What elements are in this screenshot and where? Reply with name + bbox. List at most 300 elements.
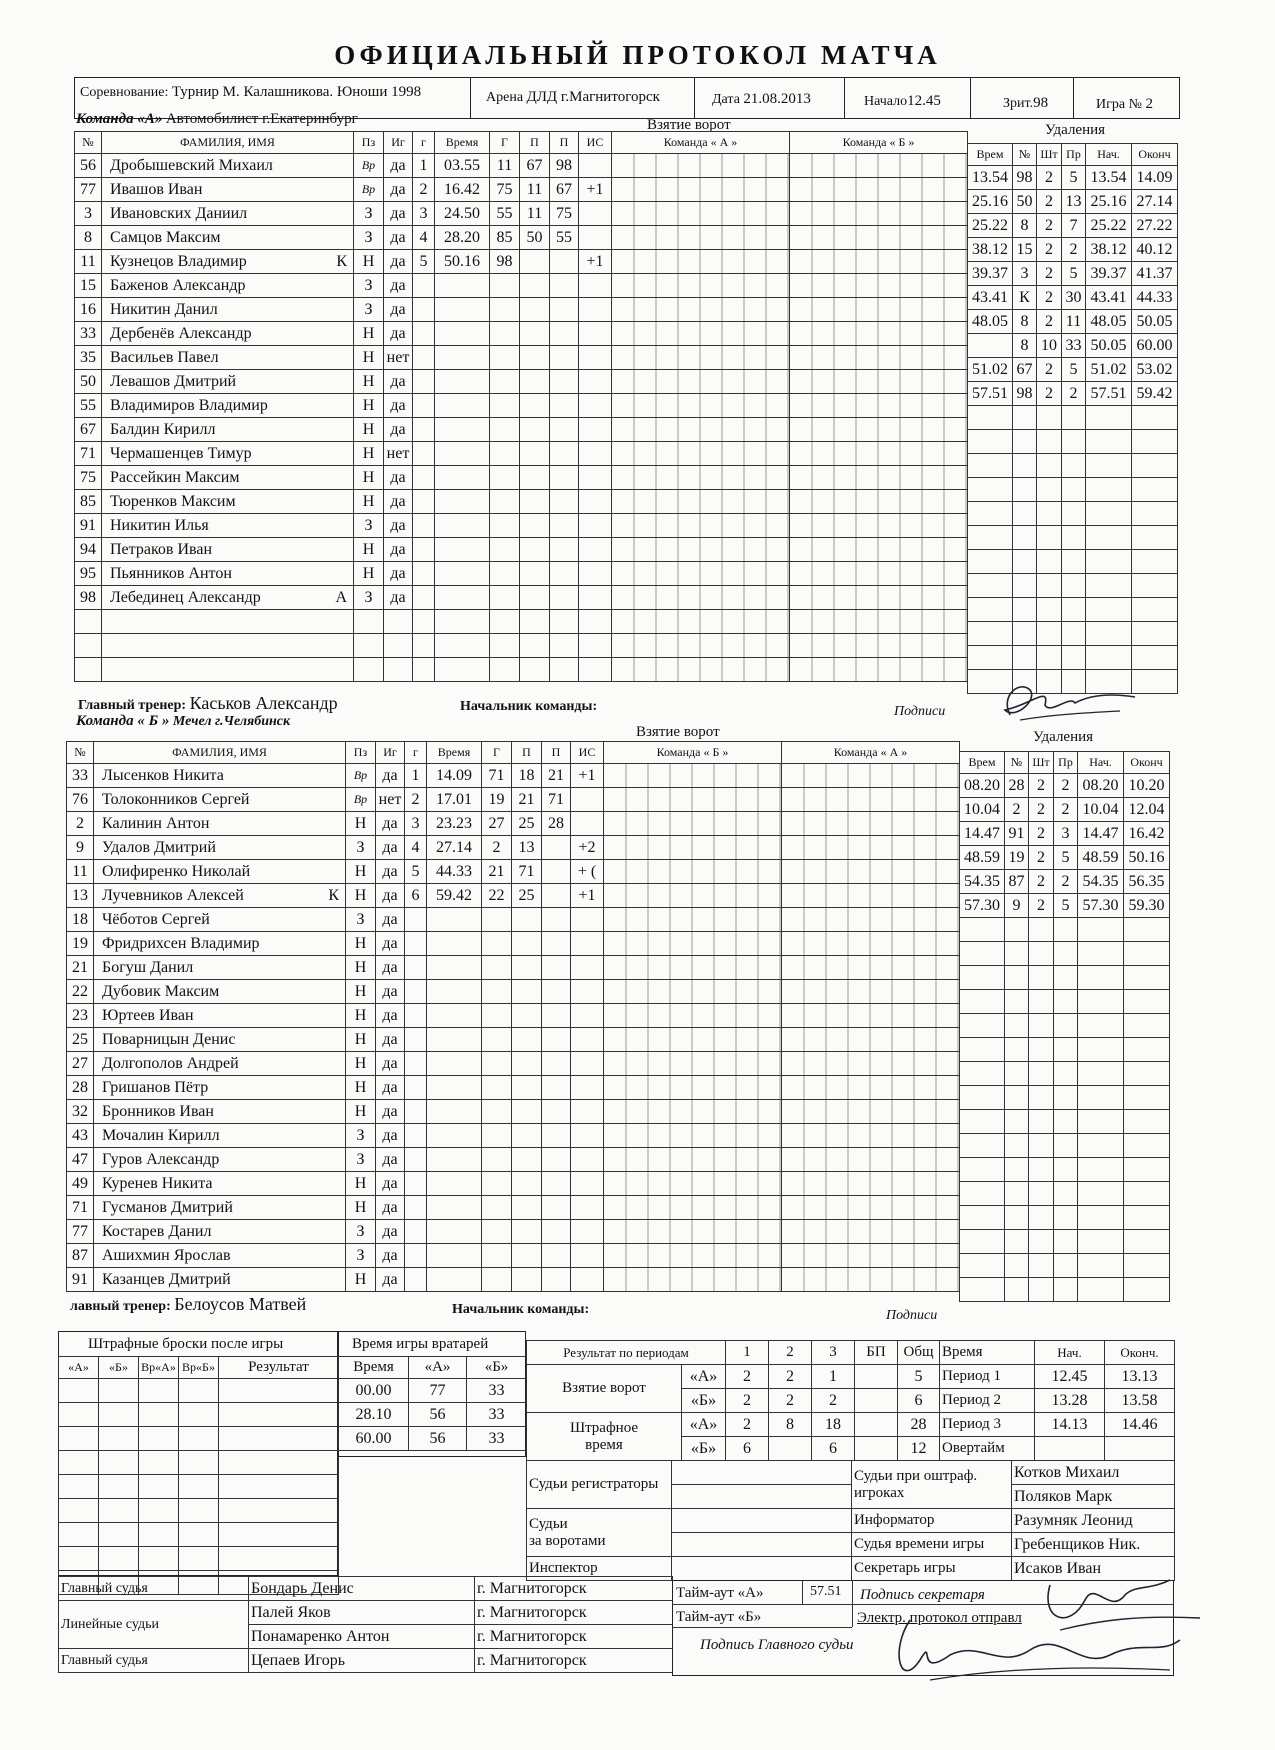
lineup-cell — [612, 370, 790, 394]
player-name-text: Дробышевский Михаил — [110, 156, 273, 174]
empty-cell — [1029, 1206, 1054, 1230]
col-assist1-header: П — [520, 132, 550, 154]
empty-cell — [1124, 1086, 1170, 1110]
player-name — [102, 322, 354, 346]
player-position: Н — [354, 562, 384, 586]
player-name-text: Мочалин Кирилл — [102, 1126, 220, 1144]
empty-cell — [1005, 1230, 1029, 1254]
empty-cell — [482, 908, 512, 932]
empty-cell — [1086, 646, 1132, 670]
lineup-cell — [790, 178, 968, 202]
penalty-end: 40.12 — [1132, 238, 1178, 262]
player-name — [94, 1220, 346, 1244]
col-scorer-header: Г — [482, 742, 512, 764]
player-position: Н — [346, 956, 376, 980]
player-played: нет — [384, 442, 413, 466]
lineup-cell — [790, 346, 968, 370]
goalie-col-header: «А» — [409, 1357, 467, 1379]
goal-assist-2: 71 — [542, 788, 571, 812]
player-number: 11 — [67, 860, 94, 884]
shootout-row — [59, 1523, 339, 1547]
empty-cell — [960, 1062, 1005, 1086]
results-value — [855, 1389, 898, 1413]
penalty-row-empty — [960, 1086, 1170, 1110]
player-position: Н — [354, 250, 384, 274]
player-name — [94, 812, 346, 836]
goal-time: 27.14 — [427, 836, 482, 860]
empty-cell — [435, 274, 490, 298]
empty-cell — [413, 298, 435, 322]
period-start: 12.45 — [1035, 1365, 1105, 1389]
empty-cell — [968, 550, 1013, 574]
empty-cell — [571, 932, 604, 956]
lineup-cell — [612, 298, 790, 322]
lineup-cell — [604, 860, 782, 884]
start-label: Начало — [864, 94, 908, 109]
referees-table — [58, 1576, 673, 1673]
empty-cell — [1124, 942, 1170, 966]
lineup-cell — [790, 154, 968, 178]
player-name — [94, 932, 346, 956]
empty-cell — [219, 1547, 339, 1571]
timekeeper-name: Гребенщиков Ник. — [1012, 1533, 1175, 1557]
lineup-cell — [782, 1076, 960, 1100]
empty-cell — [139, 1403, 179, 1427]
goal-assist-1: 50 — [520, 226, 550, 250]
roster-row — [67, 1220, 405, 1244]
empty-cell — [1132, 646, 1178, 670]
empty-cell — [405, 1244, 427, 1268]
empty-cell — [427, 1028, 482, 1052]
empty-cell — [579, 346, 612, 370]
empty-cell — [1029, 1182, 1054, 1206]
goal-situation — [579, 154, 612, 178]
penalty-time: 48.05 — [968, 310, 1013, 334]
empty-cell — [99, 1403, 139, 1427]
player-name-text: Самцов Максим — [110, 228, 221, 246]
empty-cell — [435, 322, 490, 346]
goal-situation: + ( — [571, 860, 604, 884]
empty-cell — [1054, 1230, 1078, 1254]
player-name-text: Баженов Александр — [110, 276, 246, 294]
penalty-num: 3 — [1013, 262, 1037, 286]
goal-scorer: 55 — [490, 202, 520, 226]
penalty-sht: 2 — [1037, 286, 1062, 310]
referee-city: г. Магнитогорск — [475, 1577, 673, 1601]
empty-cell — [1029, 1278, 1054, 1302]
player-number: 27 — [67, 1052, 94, 1076]
results-value: 18 — [812, 1413, 855, 1437]
shootout-col-header: Вр«Б» — [179, 1357, 219, 1379]
empty-cell — [482, 1172, 512, 1196]
penalty-start: 13.54 — [1086, 166, 1132, 190]
empty-cell — [413, 586, 435, 610]
player-number: 25 — [67, 1028, 94, 1052]
penalty-sht: 2 — [1029, 870, 1054, 894]
team-b-coach-label: лавный тренер: — [70, 1299, 171, 1314]
penalty-row-empty — [960, 918, 1170, 942]
lineup-cell — [782, 908, 960, 932]
empty-cell — [960, 1110, 1005, 1134]
player-played: да — [376, 836, 405, 860]
lineup-cell — [782, 1244, 960, 1268]
penalty-sht: 2 — [1037, 310, 1062, 334]
competition-label: Соревнование: — [80, 85, 169, 100]
empty-cell — [968, 406, 1013, 430]
penalty-sht: 2 — [1029, 798, 1054, 822]
player-name-text: Рассейкин Максим — [110, 468, 240, 486]
roster-row — [75, 274, 413, 298]
empty-cell — [354, 658, 384, 682]
col-is-header: ИС — [579, 132, 612, 154]
lineup-cell — [790, 634, 968, 658]
empty-cell — [435, 538, 490, 562]
empty-cell — [1078, 918, 1124, 942]
roster-row — [75, 346, 413, 370]
lineup-cell — [782, 1028, 960, 1052]
empty-cell — [520, 394, 550, 418]
player-name — [102, 562, 354, 586]
goal-row — [405, 860, 960, 884]
goal-number: 1 — [405, 764, 427, 788]
lineup-cell — [612, 394, 790, 418]
player-name-text: Ивашов Иван — [110, 180, 203, 198]
player-name — [102, 274, 354, 298]
empty-cell — [968, 478, 1013, 502]
periods-start-header: Нач. — [1035, 1341, 1105, 1365]
goal-row — [405, 836, 960, 860]
penalty-row-empty — [968, 646, 1178, 670]
team-b-name: Мечел г.Челябинск — [172, 714, 291, 729]
player-number: 47 — [67, 1148, 94, 1172]
empty-cell — [413, 562, 435, 586]
empty-cell — [482, 1268, 512, 1292]
empty-cell — [960, 1230, 1005, 1254]
goal-row — [413, 466, 968, 490]
player-number: 2 — [67, 812, 94, 836]
goal-scorer: 11 — [490, 154, 520, 178]
lineup-cell — [782, 836, 960, 860]
goal-scorer: 85 — [490, 226, 520, 250]
goal-number: 4 — [405, 836, 427, 860]
roster-row — [75, 562, 413, 586]
goal-row — [413, 202, 968, 226]
lineup-cell — [612, 562, 790, 586]
col-team-b-header: Команда « Б » — [790, 132, 968, 154]
penalty-row — [960, 822, 1170, 846]
linesmen-label: Линейные судьи — [59, 1601, 249, 1649]
penalty-num: 9 — [1005, 894, 1029, 918]
goal-assist-1: 25 — [512, 812, 542, 836]
empty-cell — [435, 418, 490, 442]
player-number: 95 — [75, 562, 102, 586]
referee-label: Главный судья — [59, 1577, 249, 1601]
empty-cell — [550, 418, 579, 442]
empty-cell — [427, 1196, 482, 1220]
penalty-num: 98 — [1013, 382, 1037, 406]
player-position: З — [354, 226, 384, 250]
goal-number: 3 — [405, 812, 427, 836]
empty-cell — [413, 490, 435, 514]
empty-cell — [512, 1028, 542, 1052]
results-row — [527, 1413, 940, 1437]
empty-cell — [1005, 1182, 1029, 1206]
empty-cell — [1132, 622, 1178, 646]
goal-assist-2 — [542, 884, 571, 908]
empty-cell — [139, 1451, 179, 1475]
empty-cell — [59, 1499, 99, 1523]
results-value — [769, 1437, 812, 1461]
shootout-title: Штрафные броски после игры — [88, 1336, 284, 1352]
period-end: 14.46 — [1105, 1413, 1175, 1437]
col-is-header: ИС — [571, 742, 604, 764]
empty-cell — [482, 1052, 512, 1076]
player-position: Н — [354, 394, 384, 418]
results-team: «Б» — [682, 1437, 726, 1461]
empty-cell — [1078, 1134, 1124, 1158]
empty-cell — [1029, 990, 1054, 1014]
empty-cell — [405, 932, 427, 956]
empty-cell — [490, 514, 520, 538]
goal-situation: +1 — [571, 764, 604, 788]
player-position: Н — [346, 1268, 376, 1292]
empty-cell — [1029, 1062, 1054, 1086]
player-played: да — [384, 562, 413, 586]
empty-cell — [490, 490, 520, 514]
penalty-end: 44.33 — [1132, 286, 1178, 310]
player-played: да — [376, 1076, 405, 1100]
results-col-header: Общ — [898, 1341, 940, 1365]
player-position: З — [346, 1220, 376, 1244]
pen-num-header: № — [1005, 752, 1029, 774]
player-played: да — [376, 1220, 405, 1244]
player-number: 75 — [75, 466, 102, 490]
period-name: Период 1 — [940, 1365, 1035, 1389]
empty-cell — [1086, 622, 1132, 646]
empty-cell — [1062, 430, 1086, 454]
goal-row — [413, 274, 968, 298]
empty-cell — [520, 538, 550, 562]
empty-cell — [482, 1148, 512, 1172]
empty-cell — [75, 634, 102, 658]
empty-cell — [413, 514, 435, 538]
penalty-row-empty — [960, 1254, 1170, 1278]
empty-cell — [571, 1076, 604, 1100]
player-number: 33 — [75, 322, 102, 346]
empty-cell — [960, 990, 1005, 1014]
empty-cell — [1005, 1062, 1029, 1086]
shootout-col-header: «А» — [59, 1357, 99, 1379]
goal-time: 16.42 — [435, 178, 490, 202]
player-name — [94, 836, 346, 860]
player-number: 98 — [75, 586, 102, 610]
lineup-cell — [604, 812, 782, 836]
penalty-start: 39.37 — [1086, 262, 1132, 286]
empty-cell — [413, 346, 435, 370]
player-played: да — [376, 1028, 405, 1052]
player-name — [102, 250, 354, 274]
team-b-roster — [66, 741, 405, 1292]
empty-cell — [1086, 598, 1132, 622]
results-value: 2 — [769, 1389, 812, 1413]
empty-cell — [102, 610, 354, 634]
player-position: Н — [346, 932, 376, 956]
player-name — [102, 490, 354, 514]
penalty-row-empty — [968, 550, 1178, 574]
roster-row — [75, 322, 413, 346]
roster-row-empty — [75, 634, 413, 658]
player-name — [102, 418, 354, 442]
roster-row-empty — [75, 610, 413, 634]
linesman-2-name: Понамаренко Антон — [249, 1625, 475, 1649]
empty-cell — [542, 1220, 571, 1244]
results-title: Результат по периодам — [527, 1341, 726, 1365]
empty-cell — [482, 980, 512, 1004]
goal-row — [413, 298, 968, 322]
roster-row — [75, 226, 413, 250]
empty-cell — [1124, 966, 1170, 990]
lineup-cell — [790, 466, 968, 490]
empty-cell — [520, 442, 550, 466]
roster-row — [67, 1100, 405, 1124]
player-name-text: Никитин Илья — [110, 516, 209, 534]
goal-assist-2: 21 — [542, 764, 571, 788]
player-name — [94, 956, 346, 980]
roster-row — [67, 836, 405, 860]
empty-cell — [1054, 1182, 1078, 1206]
goalie-a: 56 — [409, 1403, 467, 1427]
empty-cell — [1086, 454, 1132, 478]
penalty-start: 38.12 — [1086, 238, 1132, 262]
penalty-row — [968, 382, 1178, 406]
goal-row — [413, 154, 968, 178]
penalty-sht: 2 — [1037, 214, 1062, 238]
goal-row — [405, 956, 960, 980]
results-row — [527, 1365, 940, 1389]
results-value: 2 — [812, 1389, 855, 1413]
goal-row — [413, 250, 968, 274]
empty-cell — [550, 490, 579, 514]
empty-cell — [1062, 478, 1086, 502]
empty-cell — [435, 514, 490, 538]
empty-cell — [1037, 430, 1062, 454]
col-num-header: № — [75, 132, 102, 154]
goal-assist-2 — [542, 836, 571, 860]
penalty-sht: 2 — [1029, 822, 1054, 846]
empty-cell — [59, 1475, 99, 1499]
goal-row — [413, 538, 968, 562]
empty-cell — [490, 466, 520, 490]
penalty-pr: 2 — [1054, 774, 1078, 798]
team-a-penalties-table — [967, 143, 1178, 694]
empty-cell — [413, 610, 435, 634]
lineup-cell — [604, 1172, 782, 1196]
penalty-row — [968, 358, 1178, 382]
empty-cell — [542, 932, 571, 956]
goal-row — [413, 490, 968, 514]
player-name-text: Удалов Дмитрий — [102, 838, 216, 856]
penalty-time: 25.22 — [968, 214, 1013, 238]
empty-cell — [960, 1014, 1005, 1038]
goal-assist-2 — [550, 250, 579, 274]
lineup-cell — [790, 490, 968, 514]
empty-cell — [1078, 966, 1124, 990]
empty-cell — [1005, 942, 1029, 966]
player-played: да — [384, 586, 413, 610]
lineup-cell — [782, 1100, 960, 1124]
goal-number: 4 — [413, 226, 435, 250]
lineup-cell — [782, 932, 960, 956]
penalty-row-empty — [960, 1206, 1170, 1230]
empty-cell — [1005, 918, 1029, 942]
player-name-text: Фридрихсен Владимир — [102, 934, 260, 952]
player-name-text: Гусманов Дмитрий — [102, 1198, 233, 1216]
player-number: 77 — [67, 1220, 94, 1244]
player-position: З — [354, 274, 384, 298]
empty-cell — [427, 980, 482, 1004]
penalty-end: 53.02 — [1132, 358, 1178, 382]
player-played: да — [384, 514, 413, 538]
penalty-end: 56.35 — [1124, 870, 1170, 894]
penalty-start: 48.59 — [1078, 846, 1124, 870]
empty-cell — [405, 1268, 427, 1292]
goal-judges-label — [527, 1509, 672, 1557]
period-row — [940, 1413, 1175, 1437]
empty-cell — [960, 1134, 1005, 1158]
goal-row — [405, 1004, 960, 1028]
player-number: 13 — [67, 884, 94, 908]
goal-row — [413, 634, 968, 658]
empty-cell — [512, 1100, 542, 1124]
player-played: да — [376, 1100, 405, 1124]
chief-referee-signature — [870, 1560, 1210, 1695]
results-col-header: 1 — [726, 1341, 769, 1365]
empty-cell — [99, 1427, 139, 1451]
player-number: 8 — [75, 226, 102, 250]
team-b-manager-label: Начальник команды: — [452, 1302, 590, 1317]
penalty-start: 57.30 — [1078, 894, 1124, 918]
empty-cell — [405, 1052, 427, 1076]
player-name-text: Юртеев Иван — [102, 1006, 194, 1024]
penalty-row-empty — [968, 454, 1178, 478]
linesman-2-city: г. Магнитогорск — [475, 1625, 673, 1649]
empty-cell — [1005, 1278, 1029, 1302]
penalty-row — [968, 214, 1178, 238]
goal-situation: +1 — [579, 178, 612, 202]
empty-cell — [1005, 966, 1029, 990]
empty-cell — [59, 1523, 99, 1547]
penalty-start: 57.51 — [1086, 382, 1132, 406]
penalty-row-empty — [968, 526, 1178, 550]
player-played: да — [376, 1052, 405, 1076]
goal-scorer: 19 — [482, 788, 512, 812]
penalty-sht: 2 — [1029, 846, 1054, 870]
empty-cell — [542, 1028, 571, 1052]
empty-cell — [520, 370, 550, 394]
player-name — [94, 788, 346, 812]
player-name — [102, 538, 354, 562]
goal-number: 6 — [405, 884, 427, 908]
goal-row — [413, 586, 968, 610]
results-team: «А» — [682, 1413, 726, 1437]
empty-cell — [512, 1196, 542, 1220]
penalty-sht: 10 — [1037, 334, 1062, 358]
lineup-cell — [782, 956, 960, 980]
empty-cell — [1124, 1062, 1170, 1086]
roster-row — [75, 538, 413, 562]
shootout-col-header: «Б» — [99, 1357, 139, 1379]
empty-cell — [99, 1523, 139, 1547]
